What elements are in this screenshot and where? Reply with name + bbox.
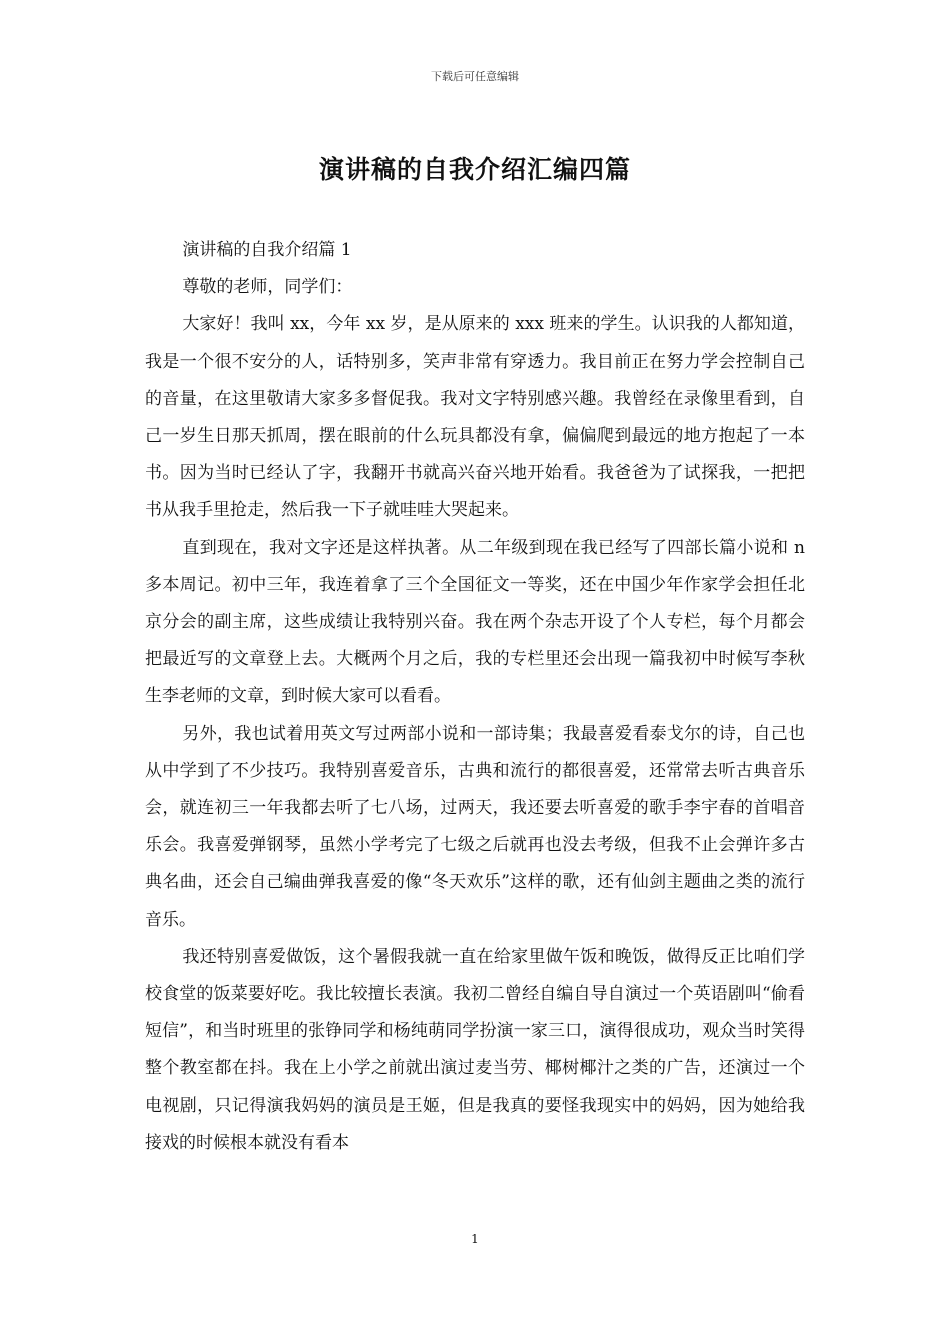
section-heading: 演讲稿的自我介绍篇 1 (182, 240, 352, 260)
body-paragraph-4: 我还特别喜爱做饭，这个暑假我就一直在给家里做午饭和晚饭，做得反正比咱们学校食堂的饭菜要好吃。我比较擅长表演。我初二曾经自编自导自演过一个英语剧叫“偷看短信”，和当时班里的张铮同学和杨纯萌同学扮演一家三口，演得很成功，观众当时笑得整个教室都在抖。我在上小学之前就出演过麦当劳、椰树椰汁之类的广告，还演过一个电视剧，只记得演我妈妈的演员是王姬，但是我真的要怪我现实中的妈妈，因为她给我接戏的时候根本就没有看本 (145, 946, 805, 1153)
document-body (145, 232, 805, 1162)
body-paragraph-2: 直到现在，我对文字还是这样执著。从二年级到现在我已经写了四部长篇小说和 n 多本周记。初中三年，我连着拿了三个全国征文一等奖，还在中国少年作家学会担任北京分会的副主席，这些成绩让我特别兴奋。我在两个杂志开设了个人专栏，每个月都会把最近写的文章登上去。大概两个月之后，我的专栏里还会出现一篇我初中时候写李秋生李老师的文章，到时候大家可以看看。 (145, 537, 805, 707)
body-paragraph-1: 大家好！我叫 xx，今年 xx 岁，是从原来的 xxx 班来的学生。认识我的人都知道，我是一个很不安分的人，话特别多，笑声非常有穿透力。我目前正在努力学会控制自己的音量，在这里敬请大家多多督促我。我对文字特别感兴趣。我曾经在录像里看到，自己一岁生日那天抓周，摆在眼前的什么玩具都没有拿，偏偏爬到最远的地方抱起了一本书。因为当时已经认了字，我翻开书就高兴奋兴地开始看。我爸爸为了试探我，一把把书从我手里抢走，然后我一下子就哇哇大哭起来。 (145, 314, 805, 521)
page-number: 1 (471, 1232, 479, 1246)
greeting-line: 尊敬的老师，同学们： (182, 277, 353, 298)
body-paragraph-3: 另外，我也试着用英文写过两部小说和一部诗集；我最喜爱看泰戈尔的诗，自己也从中学到了不少技巧。我特别喜爱音乐，古典和流行的都很喜爱，还常常去听古典音乐会，就连初三一年我都去听了七八场，过两天，我还要去听喜爱的歌手李宇春的首唱音乐会。我喜爱弹钢琴，虽然小学考完了七级之后就再也没去考级，但我不止会弹许多古典名曲，还会自己编曲弹我喜爱的像“冬天欢乐”这样的歌，还有仙剑主题曲之类的流行音乐。 (145, 723, 805, 930)
document-title: 演讲稿的自我介绍汇编四篇 (318, 155, 631, 184)
header-note: 下载后可任意编辑 (431, 70, 519, 83)
